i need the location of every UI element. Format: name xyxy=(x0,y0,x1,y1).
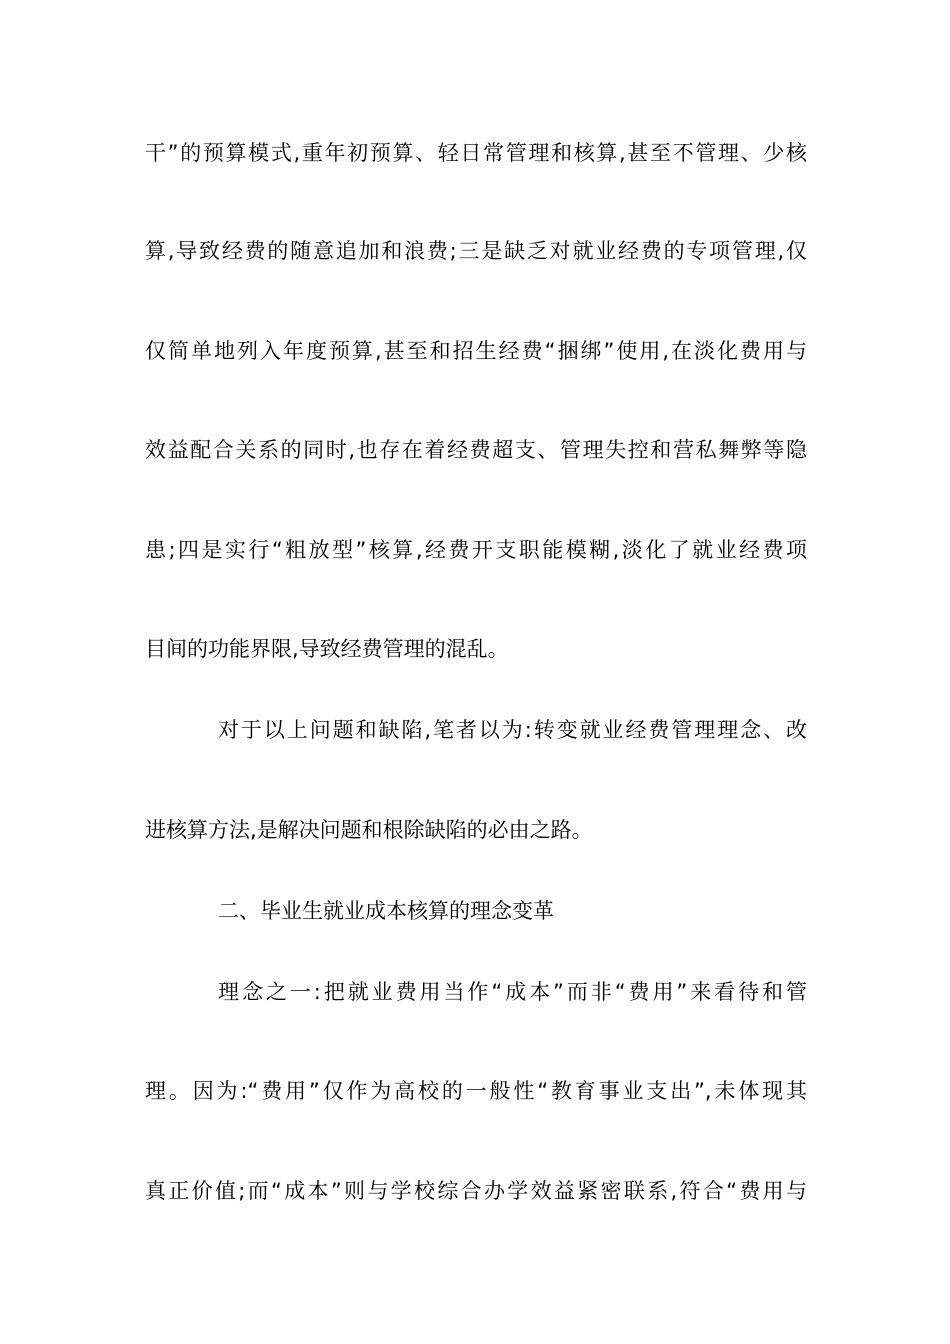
body-text-line: 效益配合关系的同时,也存在着经费超支、管理失控和营私舞弊等隐 xyxy=(145,438,807,462)
body-text-line: 理。因为:“费用”仅作为高校的一般性“教育事业支出”,未体现其 xyxy=(145,1079,807,1103)
section-heading: 二、毕业生就业成本核算的理念变革 xyxy=(218,899,554,923)
body-text-line: 进核算方法,是解决问题和根除缺陷的必由之路。 xyxy=(145,818,593,842)
body-text-line: 算,导致经费的随意追加和浪费;三是缺乏对就业经费的专项管理,仅 xyxy=(145,239,807,263)
body-text-line: 患;四是实行“粗放型”核算,经费开支职能模糊,淡化了就业经费项 xyxy=(145,538,807,562)
body-text-line: 真正价值;而“成本”则与学校综合办学效益紧密联系,符合“费用与 xyxy=(145,1179,807,1203)
body-text-line: 目间的功能界限,导致经费管理的混乱。 xyxy=(145,637,509,661)
body-text-line: 干”的预算模式,重年初预算、轻日常管理和核算,甚至不管理、少核 xyxy=(145,141,807,165)
body-text-line: 对于以上问题和缺陷,笔者以为:转变就业经费管理理念、改 xyxy=(218,718,807,742)
body-text-line: 仅简单地列入年度预算,甚至和招生经费“捆绑”使用,在淡化费用与 xyxy=(145,339,807,363)
body-text-line: 理念之一:把就业费用当作“成本”而非“费用”来看待和管 xyxy=(218,980,807,1004)
